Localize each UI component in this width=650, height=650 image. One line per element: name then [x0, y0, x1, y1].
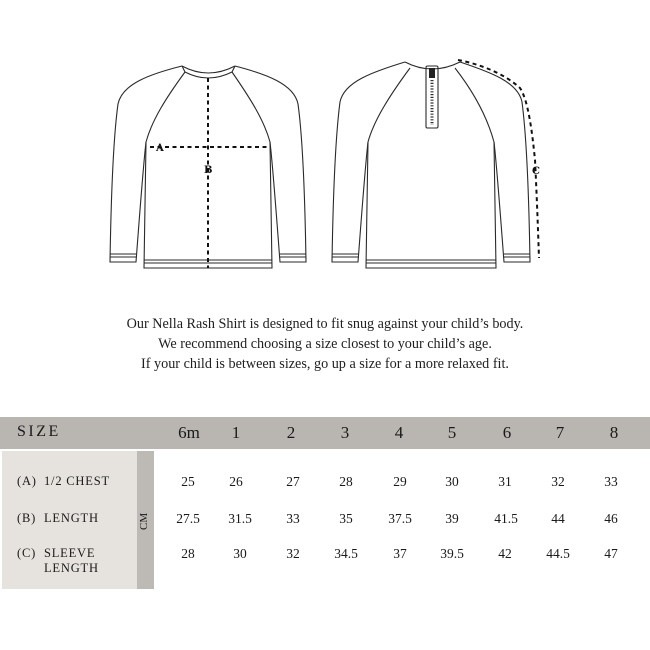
size-col-3: 3	[340, 423, 350, 442]
cell-chest-6: 31	[498, 474, 512, 489]
cell-chest-3: 28	[339, 474, 353, 489]
shirt-diagram	[0, 0, 650, 290]
shirt-illustrations	[0, 0, 650, 290]
size-col-8: 8	[609, 423, 619, 442]
intro-line-3: If your child is between sizes, go up a size for a more relaxed fit.	[141, 356, 509, 372]
cell-length-2: 33	[286, 511, 300, 526]
row-label-sleeve-length	[17, 546, 99, 576]
size-col-1: 1	[231, 423, 241, 442]
back-shirt	[332, 62, 530, 268]
cell-length-5: 39	[445, 511, 459, 526]
cell-length-1: 31.5	[228, 511, 252, 526]
size-col-5: 5	[447, 423, 457, 442]
cell-length-6m: 27.5	[176, 511, 200, 526]
cell-chest-7: 32	[551, 474, 565, 489]
label-b: B	[204, 165, 213, 176]
cell-chest-6m: 25	[181, 474, 195, 489]
row-name-length: LENGTH	[44, 511, 99, 525]
size-col-4: 4	[394, 423, 404, 442]
row-name-chest: 1/2 CHEST	[44, 474, 110, 488]
cell-sleeve-5: 39.5	[440, 546, 464, 561]
cell-chest-8: 33	[604, 474, 618, 489]
cell-length-3: 35	[339, 511, 353, 526]
cell-sleeve-3: 34.5	[334, 546, 358, 561]
cell-length-4: 37.5	[388, 511, 412, 526]
intro-text	[0, 314, 650, 374]
size-col-2: 2	[286, 423, 296, 442]
cell-sleeve-2: 32	[286, 546, 300, 561]
cell-sleeve-7: 44.5	[546, 546, 570, 561]
size-table-header	[0, 417, 650, 449]
cell-sleeve-6m: 28	[181, 546, 195, 561]
row-label-length	[17, 511, 99, 526]
size-col-6m: 6m	[178, 423, 200, 442]
cell-chest-5: 30	[445, 474, 459, 489]
cell-chest-2: 27	[286, 474, 300, 489]
cell-sleeve-6: 42	[498, 546, 512, 561]
intro-line-1: Our Nella Rash Shirt is designed to fit snug against your child’s body.	[126, 316, 524, 332]
intro-line-2: We recommend choosing a size closest to your child’s age.	[158, 336, 492, 352]
label-a: A	[156, 143, 164, 154]
size-col-6: 6	[502, 423, 512, 442]
size-header-label: SIZE	[17, 423, 61, 440]
row-code-b: (B)	[17, 511, 37, 525]
unit-label: CM	[138, 512, 150, 530]
cell-sleeve-1: 30	[233, 546, 247, 561]
label-c: C	[532, 166, 540, 177]
cell-chest-1: 26	[229, 474, 243, 489]
cell-length-7: 44	[551, 511, 565, 526]
row-name-sleeve: SLEEVE	[44, 546, 96, 560]
cell-sleeve-8: 47	[604, 546, 618, 561]
cell-length-6: 41.5	[494, 511, 518, 526]
row-label-chest	[17, 474, 110, 489]
cell-sleeve-4: 37	[393, 546, 407, 561]
cell-length-8: 46	[604, 511, 618, 526]
row-name-sleeve-2: LENGTH	[44, 561, 99, 575]
row-code-a: (A)	[17, 474, 37, 488]
size-col-7: 7	[555, 423, 565, 442]
zipper-icon	[429, 68, 435, 125]
cell-chest-4: 29	[393, 474, 407, 489]
row-code-c: (C)	[17, 546, 37, 560]
